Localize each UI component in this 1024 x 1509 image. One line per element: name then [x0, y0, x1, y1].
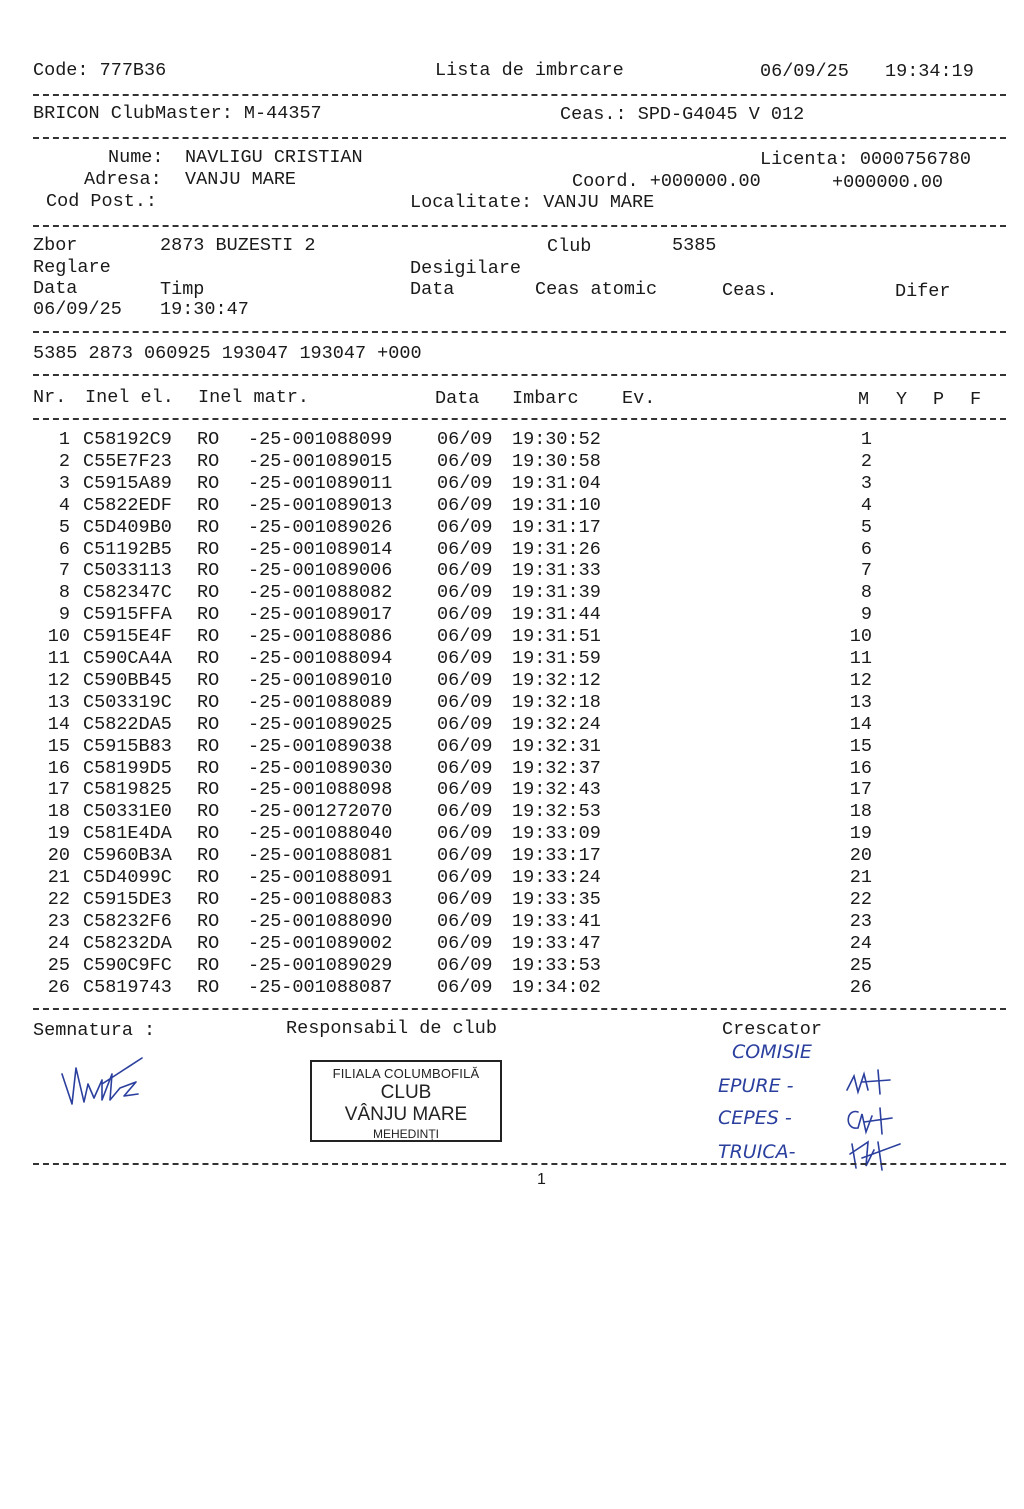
table-row — [0, 628, 1024, 650]
divider — [33, 94, 1006, 96]
print-time: 19:34:19 — [885, 61, 974, 82]
row-nr: 3 — [58, 472, 70, 494]
row-inel-matr: -25-001089026 — [248, 516, 393, 538]
col-nr: Nr. — [33, 387, 67, 408]
row-nr: 11 — [47, 648, 70, 669]
row-time: 19:31:26 — [512, 538, 601, 560]
row-nr: 21 — [47, 867, 70, 888]
col-p: P — [933, 389, 945, 410]
row-m: 2 — [860, 450, 872, 472]
row-inel-el: C58199D5 — [83, 757, 172, 779]
row-inel-matr: -25-001089006 — [248, 560, 393, 582]
row-time: 19:33:41 — [512, 910, 601, 932]
row-date: 06/09 — [437, 823, 493, 845]
table-row — [0, 932, 1024, 957]
adresa-label: Adresa: — [84, 169, 162, 190]
table-row — [0, 781, 1024, 803]
row-country: RO — [197, 779, 220, 801]
table-row — [0, 954, 1024, 979]
row-date: 06/09 — [437, 713, 493, 735]
divider — [33, 1008, 1006, 1010]
row-inel-matr: -25-001089011 — [248, 472, 393, 494]
table-row — [0, 431, 1024, 453]
row-date: 06/09 — [437, 604, 493, 626]
row-m: 3 — [860, 472, 872, 494]
semnatura-label: Semnatura : — [33, 1020, 156, 1041]
row-country: RO — [197, 801, 220, 823]
stamp-line-2: CLUB — [380, 1082, 432, 1103]
divider — [33, 1163, 1006, 1165]
row-inel-matr: -25-001088099 — [248, 429, 393, 450]
row-nr: 20 — [47, 845, 70, 867]
row-inel-el: C50331E0 — [83, 801, 172, 823]
initial-truica — [850, 1142, 900, 1170]
row-time: 19:31:51 — [512, 626, 601, 648]
table-row — [0, 450, 1024, 475]
row-inel-matr: -25-001088040 — [248, 823, 393, 845]
row-country: RO — [197, 450, 220, 472]
row-inel-el: C503319C — [83, 691, 172, 713]
row-inel-matr: -25-001088082 — [248, 582, 393, 604]
row-country: RO — [197, 954, 220, 976]
clock-id: Ceas.: SPD-G4045 V 012 — [560, 104, 805, 125]
row-inel-el: C590CA4A — [83, 648, 172, 669]
row-date: 06/09 — [437, 867, 493, 888]
row-country: RO — [197, 757, 220, 779]
row-country: RO — [197, 867, 220, 888]
timp-label: Timp — [160, 279, 205, 300]
row-nr: 18 — [47, 801, 70, 823]
row-inel-el: C5819743 — [83, 976, 172, 998]
table-row — [0, 888, 1024, 913]
club-stamp — [310, 1060, 502, 1142]
row-m: 26 — [849, 976, 872, 998]
row-inel-matr: -25-001088089 — [248, 691, 393, 713]
row-country: RO — [197, 910, 220, 932]
responsabil-label: Responsabil de club — [286, 1018, 497, 1039]
row-inel-matr: -25-001088090 — [248, 910, 393, 932]
reglare-time: 19:30:47 — [160, 299, 249, 320]
col-f: F — [970, 389, 982, 410]
row-m: 4 — [860, 494, 872, 516]
reglare-label: Reglare — [33, 257, 111, 278]
row-time: 19:34:02 — [512, 976, 601, 998]
zbor-label: Zbor — [33, 235, 78, 256]
owner-name: NAVLIGU CRISTIAN — [185, 147, 363, 168]
ceas-atomic-label: Ceas atomic — [535, 279, 658, 300]
table-row — [0, 669, 1024, 694]
table-row — [0, 691, 1024, 716]
col-inel-el: Inel el. — [85, 387, 174, 408]
row-m: 21 — [849, 867, 872, 888]
owner-address: VANJU MARE — [185, 169, 297, 190]
coord-2: +000000.00 — [832, 172, 944, 193]
row-date: 06/09 — [437, 845, 493, 867]
row-nr: 10 — [47, 626, 70, 648]
row-country: RO — [197, 932, 220, 954]
hand-truica: TRUICA- — [718, 1141, 796, 1163]
row-inel-el: C55E7F23 — [83, 450, 172, 472]
table-row — [0, 584, 1024, 606]
row-time: 19:32:31 — [512, 735, 601, 757]
table-row — [0, 757, 1024, 782]
row-date: 06/09 — [437, 932, 493, 954]
row-inel-el: C5033113 — [83, 560, 172, 582]
row-time: 19:33:47 — [512, 932, 601, 954]
row-date: 06/09 — [437, 538, 493, 560]
row-inel-matr: -25-001089017 — [248, 604, 393, 626]
row-date: 06/09 — [437, 691, 493, 713]
row-inel-el: C58232F6 — [83, 910, 172, 932]
row-time: 19:32:43 — [512, 779, 601, 801]
row-inel-el: C5915DE3 — [83, 888, 172, 910]
row-time: 19:32:37 — [512, 757, 601, 779]
row-inel-matr: -25-001088091 — [248, 867, 393, 888]
clubmaster-id: BRICON ClubMaster: M-44357 — [33, 103, 322, 124]
reglare-date: 06/09/25 — [33, 299, 122, 320]
row-m: 12 — [849, 669, 872, 691]
row-nr: 1 — [58, 429, 70, 450]
row-m: 9 — [860, 604, 872, 626]
row-time: 19:31:59 — [512, 648, 601, 669]
row-m: 15 — [849, 735, 872, 757]
row-m: 11 — [849, 648, 872, 669]
row-m: 23 — [849, 910, 872, 932]
row-nr: 2 — [58, 450, 70, 472]
row-m: 16 — [849, 757, 872, 779]
row-inel-el: C590C9FC — [83, 954, 172, 976]
row-m: 22 — [849, 888, 872, 910]
table-row — [0, 562, 1024, 584]
row-m: 20 — [849, 845, 872, 867]
row-m: 19 — [849, 823, 872, 845]
row-inel-el: C5915FFA — [83, 604, 172, 626]
table-row — [0, 735, 1024, 760]
row-country: RO — [197, 735, 220, 757]
row-inel-el: C5915A89 — [83, 472, 172, 494]
row-nr: 24 — [47, 932, 70, 954]
row-nr: 6 — [58, 538, 70, 560]
col-data: Data — [435, 388, 480, 409]
row-time: 19:31:33 — [512, 560, 601, 582]
difer-label: Difer — [895, 281, 951, 302]
row-country: RO — [197, 823, 220, 845]
row-m: 13 — [849, 691, 872, 713]
initial-cepes — [848, 1108, 892, 1134]
hand-cepes: CEPES - — [718, 1107, 792, 1129]
divider — [33, 331, 1006, 333]
row-date: 06/09 — [437, 516, 493, 538]
row-date: 06/09 — [437, 560, 493, 582]
row-date: 06/09 — [437, 494, 493, 516]
row-m: 24 — [849, 932, 872, 954]
data-label: Data — [33, 278, 78, 299]
row-nr: 12 — [47, 669, 70, 691]
table-row — [0, 869, 1024, 891]
row-country: RO — [197, 669, 220, 691]
desigilare-label: Desigilare — [410, 258, 522, 279]
ceas-label: Ceas. — [722, 280, 778, 301]
row-date: 06/09 — [437, 472, 493, 494]
row-inel-matr: -25-001088086 — [248, 626, 393, 648]
row-m: 18 — [849, 801, 872, 823]
row-date: 06/09 — [437, 626, 493, 648]
row-m: 8 — [860, 582, 872, 604]
row-inel-matr: -25-001089038 — [248, 735, 393, 757]
code-label: Code: 777B36 — [33, 60, 167, 81]
row-date: 06/09 — [437, 648, 493, 669]
row-m: 10 — [849, 626, 872, 648]
row-time: 19:33:35 — [512, 888, 601, 910]
licenta: Licenta: 0000756780 — [760, 149, 971, 170]
row-time: 19:33:53 — [512, 954, 601, 976]
table-row — [0, 803, 1024, 825]
row-country: RO — [197, 560, 220, 582]
divider — [33, 418, 1006, 420]
cod-post-label: Cod Post.: — [46, 191, 158, 212]
row-date: 06/09 — [437, 888, 493, 910]
row-country: RO — [197, 472, 220, 494]
signature-scribble — [58, 1054, 148, 1116]
table-row — [0, 516, 1024, 541]
row-time: 19:33:09 — [512, 823, 601, 845]
handwritten-commission — [712, 1036, 922, 1172]
row-time: 19:32:12 — [512, 669, 601, 691]
row-inel-el: C58232DA — [83, 932, 172, 954]
row-inel-matr: -25-001088081 — [248, 845, 393, 867]
row-nr: 16 — [47, 757, 70, 779]
row-inel-el: C58192C9 — [83, 429, 172, 450]
row-country: RO — [197, 516, 220, 538]
row-inel-matr: -25-001088083 — [248, 888, 393, 910]
stamp-line-4: MEHEDINȚI — [373, 1127, 439, 1141]
code-line: 5385 2873 060925 193047 193047 +000 — [33, 343, 422, 364]
row-time: 19:31:17 — [512, 516, 601, 538]
row-nr: 14 — [47, 713, 70, 735]
row-date: 06/09 — [437, 910, 493, 932]
row-nr: 22 — [47, 888, 70, 910]
row-m: 7 — [860, 560, 872, 582]
row-nr: 8 — [58, 582, 70, 604]
row-nr: 25 — [47, 954, 70, 976]
col-imbarc: Imbarc — [512, 388, 579, 409]
row-country: RO — [197, 691, 220, 713]
row-country: RO — [197, 538, 220, 560]
row-inel-el: C5960B3A — [83, 845, 172, 867]
table-row — [0, 494, 1024, 519]
row-time: 19:33:17 — [512, 845, 601, 867]
row-date: 06/09 — [437, 976, 493, 998]
row-nr: 9 — [58, 604, 70, 626]
divider — [33, 137, 1006, 139]
row-nr: 26 — [47, 976, 70, 998]
row-m: 14 — [849, 713, 872, 735]
row-inel-el: C590BB45 — [83, 669, 172, 691]
data2-label: Data — [410, 279, 455, 300]
row-date: 06/09 — [437, 954, 493, 976]
row-country: RO — [197, 626, 220, 648]
row-inel-el: C5915E4F — [83, 626, 172, 648]
row-inel-matr: -25-001089025 — [248, 713, 393, 735]
col-m: M — [858, 389, 870, 410]
row-m: 5 — [860, 516, 872, 538]
row-country: RO — [197, 582, 220, 604]
row-inel-matr: -25-001089015 — [248, 450, 393, 472]
row-time: 19:31:44 — [512, 604, 601, 626]
table-row — [0, 847, 1024, 869]
row-m: 25 — [849, 954, 872, 976]
row-inel-el: C51192B5 — [83, 538, 172, 560]
table-row — [0, 538, 1024, 563]
table-row — [0, 606, 1024, 628]
row-nr: 7 — [58, 560, 70, 582]
row-inel-el: C5D409B0 — [83, 516, 172, 538]
row-inel-matr: -25-001089002 — [248, 932, 393, 954]
row-country: RO — [197, 713, 220, 735]
row-date: 06/09 — [437, 735, 493, 757]
row-inel-matr: -25-001088087 — [248, 976, 393, 998]
table-row — [0, 472, 1024, 497]
row-time: 19:30:58 — [512, 450, 601, 472]
row-nr: 19 — [47, 823, 70, 845]
table-row — [0, 650, 1024, 672]
row-m: 6 — [860, 538, 872, 560]
row-inel-el: C582347C — [83, 582, 172, 604]
row-time: 19:31:39 — [512, 582, 601, 604]
row-inel-matr: -25-001089029 — [248, 954, 393, 976]
row-country: RO — [197, 845, 220, 867]
table-row — [0, 713, 1024, 738]
divider — [33, 374, 1006, 376]
row-inel-matr: -25-001089014 — [248, 538, 393, 560]
divider — [33, 225, 1006, 227]
row-inel-matr: -25-001272070 — [248, 801, 393, 823]
row-country: RO — [197, 888, 220, 910]
club-value: 5385 — [672, 235, 717, 256]
stamp-line-1: FILIALA COLUMBOFILĂ — [332, 1066, 480, 1081]
row-date: 06/09 — [437, 450, 493, 472]
row-inel-matr: -25-001089010 — [248, 669, 393, 691]
row-country: RO — [197, 604, 220, 626]
row-country: RO — [197, 429, 220, 450]
col-y: Y — [896, 389, 908, 410]
row-inel-matr: -25-001089013 — [248, 494, 393, 516]
initial-epure — [847, 1070, 890, 1094]
row-nr: 17 — [47, 779, 70, 801]
nume-label: Nume: — [108, 147, 164, 168]
row-time: 19:30:52 — [512, 429, 601, 450]
row-inel-matr: -25-001088094 — [248, 648, 393, 669]
col-inel-matr: Inel matr. — [198, 387, 310, 408]
row-time: 19:31:10 — [512, 494, 601, 516]
row-inel-el: C5915B83 — [83, 735, 172, 757]
col-ev: Ev. — [622, 388, 656, 409]
row-country: RO — [197, 494, 220, 516]
row-inel-matr: -25-001089030 — [248, 757, 393, 779]
hand-comisie: COMISIE — [732, 1041, 812, 1063]
row-inel-el: C5D4099C — [83, 867, 172, 888]
row-inel-matr: -25-001088098 — [248, 779, 393, 801]
row-date: 06/09 — [437, 779, 493, 801]
print-date: 06/09/25 — [760, 61, 849, 82]
row-time: 19:32:24 — [512, 713, 601, 735]
row-nr: 4 — [58, 494, 70, 516]
row-date: 06/09 — [437, 582, 493, 604]
row-date: 06/09 — [437, 429, 493, 450]
row-time: 19:33:24 — [512, 867, 601, 888]
crescator-label: Crescator — [722, 1019, 822, 1040]
zbor-value: 2873 BUZESTI 2 — [160, 235, 316, 256]
row-inel-el: C581E4DA — [83, 823, 172, 845]
row-nr: 15 — [47, 735, 70, 757]
row-time: 19:32:53 — [512, 801, 601, 823]
stamp-line-3: VÂNJU MARE — [344, 1104, 468, 1125]
localitate: Localitate: VANJU MARE — [410, 192, 655, 213]
row-nr: 13 — [47, 691, 70, 713]
row-time: 19:32:18 — [512, 691, 601, 713]
row-date: 06/09 — [437, 669, 493, 691]
row-m: 17 — [849, 779, 872, 801]
row-inel-el: C5822DA5 — [83, 713, 172, 735]
row-nr: 23 — [47, 910, 70, 932]
row-inel-el: C5819825 — [83, 779, 172, 801]
row-date: 06/09 — [437, 757, 493, 779]
row-country: RO — [197, 648, 220, 669]
page-number: 1 — [537, 1171, 546, 1188]
table-row — [0, 825, 1024, 847]
row-country: RO — [197, 976, 220, 998]
row-date: 06/09 — [437, 801, 493, 823]
table-row — [0, 910, 1024, 935]
row-m: 1 — [860, 429, 872, 450]
hand-epure: EPURE - — [718, 1075, 794, 1097]
club-label: Club — [547, 236, 592, 257]
row-time: 19:31:04 — [512, 472, 601, 494]
coord: Coord. +000000.00 — [572, 171, 761, 192]
table-row — [0, 976, 1024, 1001]
row-nr: 5 — [58, 516, 70, 538]
document-title: Lista de imbrcare — [435, 60, 624, 81]
row-inel-el: C5822EDF — [83, 494, 172, 516]
